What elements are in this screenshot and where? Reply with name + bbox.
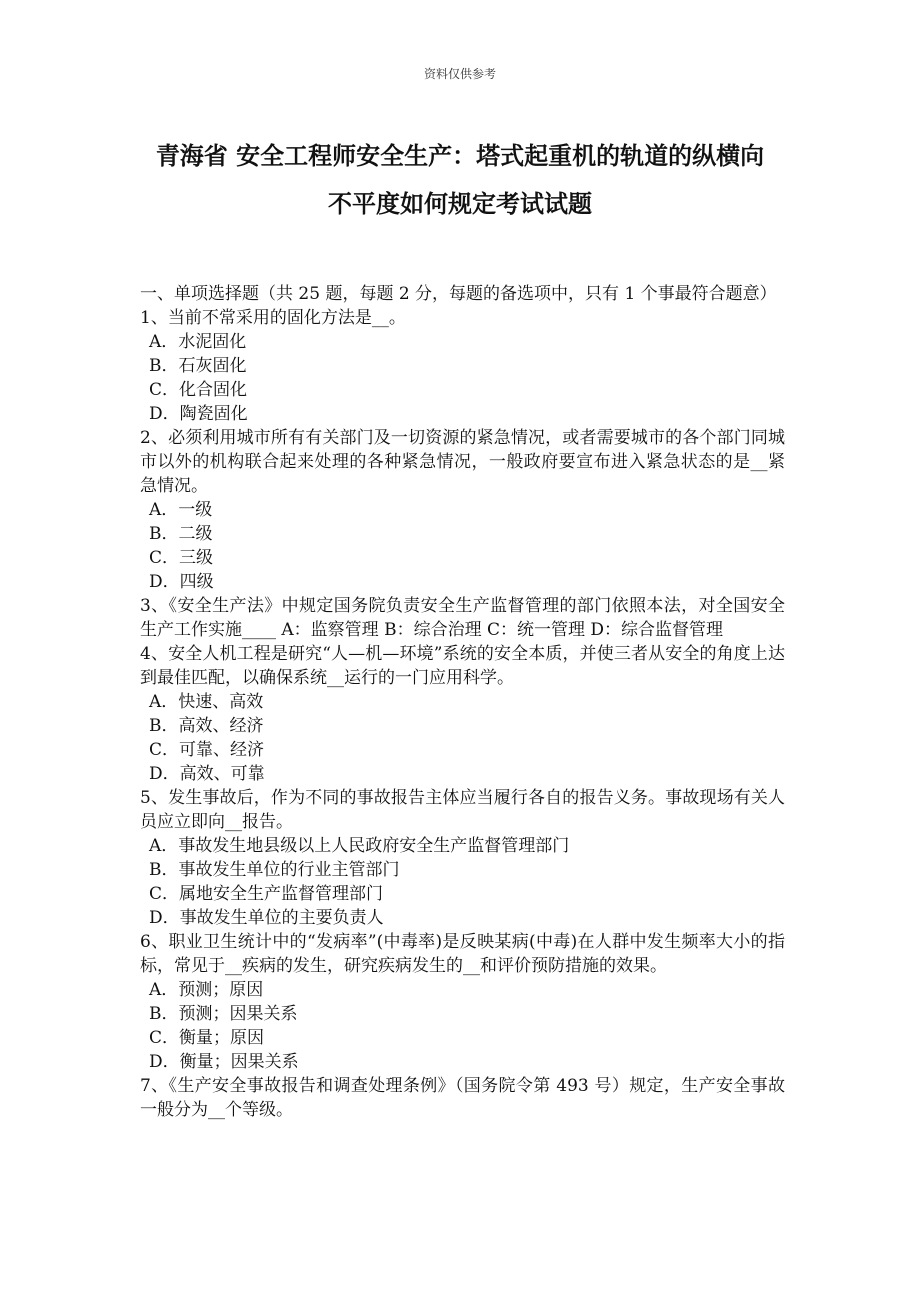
question-3 [140, 594, 785, 642]
question-2 [140, 426, 785, 594]
option-b: B．预测；因果关系 [149, 1004, 298, 1024]
document-title [120, 132, 800, 228]
option-d: D．四级 [149, 572, 214, 592]
option-d: D．衡量；因果关系 [149, 1052, 299, 1072]
question-1 [140, 306, 785, 426]
question-4 [140, 642, 785, 786]
option-a: A．事故发生地县级以上人民政府安全生产监督管理部门 [149, 836, 570, 856]
question-text: 3、《安全生产法》中规定国务院负责安全生产监督管理的部门依照本法，对全国安全生产工作实施____ A：监察管理 B：综合治理 C：统一管理 D：综合监督管理 [140, 596, 785, 640]
document-body [140, 282, 785, 1122]
question-text: 7、《生产安全事故报告和调查处理条例》（国务院令第 493 号）规定，生产安全事故一般分为__个等级。 [140, 1076, 785, 1120]
option-d: D．事故发生单位的主要负责人 [149, 908, 384, 928]
option-a: A．预测；原因 [149, 980, 264, 1000]
title-line-1: 青海省 安全工程师安全生产：塔式起重机的轨道的纵横向 [155, 141, 765, 170]
option-c: C．化合固化 [149, 380, 248, 400]
option-a: A．水泥固化 [149, 332, 247, 352]
title-line-2: 不平度如何规定考试试题 [328, 189, 592, 218]
option-b: B．石灰固化 [149, 356, 247, 376]
question-6 [140, 930, 785, 1074]
option-b: B．高效、经济 [149, 716, 264, 736]
option-c: C．属地安全生产监督管理部门 [149, 884, 384, 904]
question-text: 2、必须利用城市所有有关部门及一切资源的紧急情况，或者需要城市的各个部门同城市以外的机构联合起来处理的各种紧急情况，一般政府要宣布进入紧急状态的是__紧急情况。 [140, 428, 785, 496]
question-text: 5、发生事故后，作为不同的事故报告主体应当履行各自的报告义务。事故现场有关人员应立即向__报告。 [140, 788, 785, 832]
question-7 [140, 1074, 785, 1122]
option-c: C．可靠、经济 [149, 740, 265, 760]
question-text: 1、当前不常采用的固化方法是__。 [140, 308, 406, 328]
option-c: C．三级 [149, 548, 214, 568]
question-5 [140, 786, 785, 930]
option-a: A．一级 [149, 500, 213, 520]
option-b: B．事故发生单位的行业主管部门 [149, 860, 400, 880]
option-d: D．高效、可靠 [149, 764, 265, 784]
question-text: 6、职业卫生统计中的“发病率”(中毒率)是反映某病(中毒)在人群中发生频率大小的指标，常见于__疾病的发生，研究疾病发生的__和评价预防措施的效果。 [140, 932, 785, 976]
section-heading: 一、单项选择题（共 25 题，每题 2 分，每题的备选项中，只有 1 个事最符合题意） [140, 284, 777, 304]
option-d: D．陶瓷固化 [149, 404, 248, 424]
option-c: C．衡量；原因 [149, 1028, 265, 1048]
page-header: 资料仅供参考 [423, 67, 496, 81]
option-b: B．二级 [149, 524, 213, 544]
question-text: 4、安全人机工程是研究“人—机—环境”系统的安全本质，并使三者从安全的角度上达到最佳匹配，以确保系统__运行的一门应用科学。 [140, 644, 785, 688]
option-a: A．快速、高效 [149, 692, 264, 712]
